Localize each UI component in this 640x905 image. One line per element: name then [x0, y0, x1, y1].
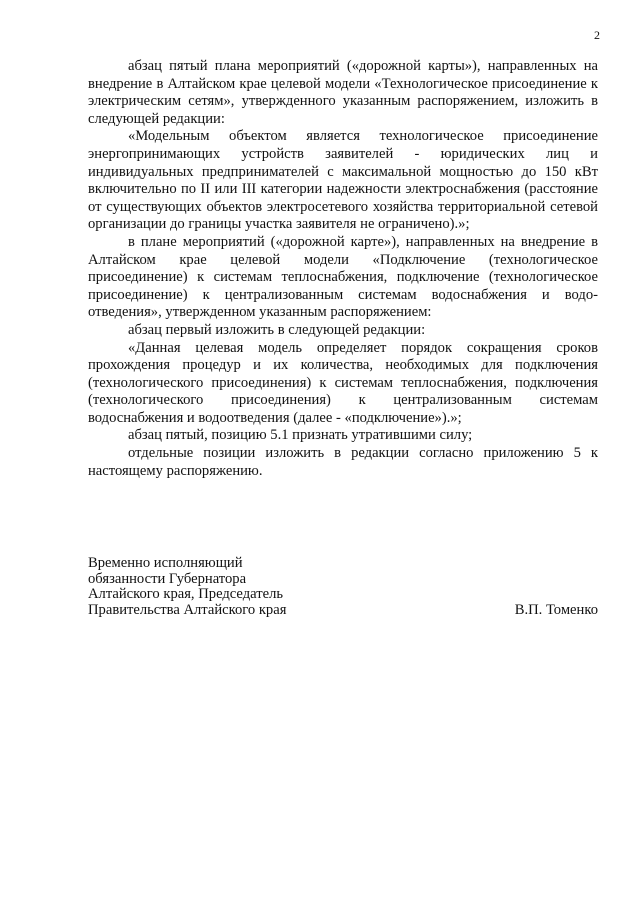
- paragraph-road-map-heat-water: в плане мероприятий («дорожной карте»), направленных на внедрение в Алтайском крае целевой модели «Подключение (технологическое присоединение) к системам теплоснабжения, подключение (технологическое присоединение) к централизованным системам водоснабжения и водоотведения», утвержденном указанным распоряжением:: [88, 233, 598, 321]
- signatory-title-line: Алтайского края, Председатель: [88, 586, 284, 602]
- signatory-title-line: обязанности Губернатора: [88, 570, 247, 587]
- document-body: [88, 58, 598, 480]
- paragraph-road-map-electric: абзац пятый плана мероприятий («дорожной карты»), направленных на внедрение в Алтайском крае целевой модели «Технологическое присоединение к электрическим сетям», утвержденного указанным распоряжением, изложить в следующей редакции:: [88, 58, 598, 127]
- paragraph-first-abzac: абзац первый изложить в следующей редакции:: [128, 321, 426, 338]
- signature-block: [88, 556, 598, 618]
- signatory-title-line: Правительства Алтайского края: [88, 601, 287, 618]
- signatory-name: В.П. Томенко: [514, 601, 598, 618]
- paragraph-fifth-abzac: абзац пятый, позицию 5.1 признать утратившими силу;: [128, 427, 473, 444]
- page-number: 2: [594, 28, 600, 42]
- signatory-title-line: Временно исполняющий: [88, 555, 243, 571]
- paragraph-model-object: «Модельным объектом является технологическое присоединение энергопринимающих устройств заявителей - юридических лиц и индивидуальных предпринимателей с максимальной мощностью до 150 кВт включительно по II или III категории надежности электроснабжения (расстояние от существующих объектов электросетевого хозяйства территориальной сетевой организации до границы участка заявителя не ограничено).»;: [88, 128, 598, 233]
- paragraph-target-model: «Данная целевая модель определяет порядок сокращения сроков прохождения процедур и их количества, необходимых для подключения (технологического присоединения) к системам теплоснабжения, подключения (технологического присоединения) к централизованным системам водоснабжения и водоотведения (далее - «подключение»).»;: [88, 339, 598, 426]
- paragraph-appendix: отдельные позиции изложить в редакции согласно приложению 5 к настоящему распоряжению.: [88, 445, 598, 479]
